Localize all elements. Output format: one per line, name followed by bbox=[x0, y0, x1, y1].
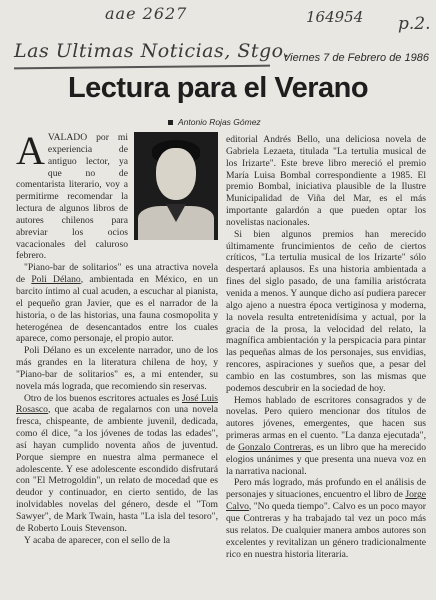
byline-author: Antonio Rojas Gómez bbox=[178, 117, 261, 127]
byline bbox=[168, 117, 261, 127]
paragraph: Otro de los buenos escritores actuales es José Luis Rosasco, que acaba de regalarnos con una novela fresca, chispeante, de ambiente juvenil, dedicada, como él dice, "a los jóvenes de todas las edades", así hayan cumplido noventa años de juventud. Porque siempre en nuestra alma permanece el adolescente. Y ese adolescente escondido disfrutará con "El Metrogoldin", un relato de mocedad que es deudor y continuador, en cierto sentido, de las inolvidables novelas del género, desde el "Tom Sawyer", de Mark Twain, hasta "La isla del tesoro", de Roberto Louis Stevenson. bbox=[16, 392, 218, 534]
handwritten-number: 164954 bbox=[306, 8, 364, 26]
byline-bullet-icon bbox=[168, 120, 173, 125]
paragraph: Pero más logrado, más profundo en el análisis de personajes y situaciones, encuentro el libro de Jorge Calvo, "No queda tiempo". Calvo es un poco mayor que Contreras y ha trabajado tal vez un poco más sus relatos. De cualquier manera ambos autores son excelentes y revitalizan un género tradicionalmente rico en nuestra historia literaria. bbox=[226, 477, 426, 560]
handwritten-underline bbox=[14, 65, 270, 70]
handwritten-page: p.2. bbox=[398, 14, 431, 34]
underlined-name: José Luis Rosasco bbox=[16, 392, 218, 416]
paragraph: Poli Délano es un excelente narrador, uno de los más grandes en la literatura chilena de hoy, y "Piano-bar de solitarios" es, a mi entender, su novela más lograda, que recomiendo sin reservas. bbox=[16, 345, 218, 392]
paragraph: AVALADO por mi experiencia de antiguo lector, ya que no de comentarista literario, voy a permitirme recomendar la lectura de algunos libros de autores chilenos para abreviar los ocios vacacionales del caluroso febrero. bbox=[16, 128, 128, 262]
article-column-right bbox=[226, 134, 426, 560]
dropcap: A bbox=[16, 128, 45, 173]
paragraph: "Piano-bar de solitarios" es una atractiva novela de Poli Délano, ambientada en México, en un barcito íntimo al cual acuden, a escuchar al pianista, el pequeño gran Javier, que es el narrador de la historia, o de las historias, una fauna cosmopolita y heterogénea de desencantados entre los cuales aparece, como personaje, el propio autor. bbox=[16, 262, 218, 345]
handwritten-archive-code: aae 2627 bbox=[105, 4, 188, 23]
paragraph: Y acaba de aparecer, con el sello de la bbox=[24, 534, 171, 546]
underlined-name: Jorge Calvo bbox=[226, 489, 426, 513]
article-column-left bbox=[16, 128, 218, 547]
handwritten-source: Las Ultimas Noticias, Stgo. bbox=[14, 40, 290, 62]
paragraph: Si bien algunos premios han merecido últimamente fruncimientos de ceño de ciertos críticos, "La tertulia musical de los Irizarte" sólo despertará aplausos. Es una historia ambientada a fines del siglo pasado, de una familia aristócrata venida a menos. Y aunque dicho así pudiera parecer algo ajeno a nuestra época vertiginosa y moderna, la novela resulta entretenidísima y actual, por la gracia de la prosa, la velocidad del relato, la magnífica ambientación y la perspicacia para pintar las pequeñas almas de los personajes, sus envidias, rencores, aspiraciones y sueños que, a pesar del cambio en las costumbres, son las mismas que podemos descubrir en la sociedad de hoy. bbox=[226, 228, 426, 394]
headline: Lectura para el Verano bbox=[67, 72, 369, 104]
author-photo bbox=[134, 132, 218, 240]
paragraph: Hemos hablado de escritores consagrados y de novelas. Pero quiero mencionar dos títulos de autores jóvenes, emergentes, que hacen sus primeras armas en el cuento. "La danza ejecutada", de Gonzalo Contreras, es un libro que ha merecido elogios unánimes y que presenta una nueva voz en la narrativa nacional. bbox=[226, 394, 426, 477]
underlined-name: Gonzalo Contreras bbox=[238, 441, 311, 453]
dateline: Viernes 7 de Febrero de 1986 bbox=[283, 52, 429, 64]
paragraph: editorial Andrés Bello, una deliciosa novela de Gabriela Lezaeta, titulada "La tertulia musical de los Irizarte". Este breve libro mereció el premio María Luisa Bombal correspondiente a 1985. El premio Bombal, iniciativa plausible de la Ilustre Municipalidad de Viña del Mar, es el más importante galardón a que pueden optar los novelistas nacionales. bbox=[226, 134, 426, 228]
underlined-name: Poli Délano bbox=[31, 274, 81, 286]
